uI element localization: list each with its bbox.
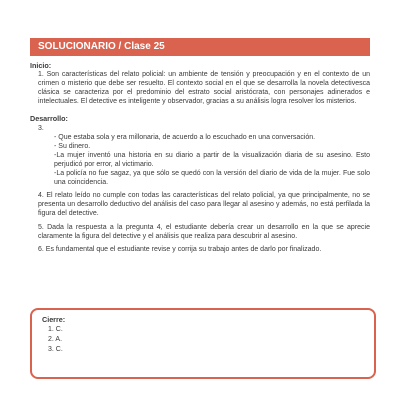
desarrollo-item-6: 6. Es fundamental que el estudiante revise y corrija su trabajo antes de darlo por finalizado. xyxy=(38,245,322,253)
answer-bullet: -La policía no fue sagaz, ya que sólo se quedó con la versión del diario de vida de la mujer. Fue solo una coincidencia. xyxy=(54,170,370,187)
desarrollo-item-3-number: 3. xyxy=(38,124,44,132)
solution-content xyxy=(30,61,370,254)
cierre-answer-2: 2. A. xyxy=(48,336,63,343)
desarrollo-item-4: 4. El relato leído no cumple con todas las características del relato policial, ya que principalmente, no se presenta un desarrollo deductivo del análisis del caso para llegar al asesino y además, no está perfilada la figura del detective. xyxy=(38,192,370,218)
cierre-box xyxy=(30,308,376,379)
inicio-title: Inicio: xyxy=(30,61,52,70)
desarrollo-title: Desarrollo: xyxy=(30,114,68,124)
cierre-title: Cierre: xyxy=(42,315,66,324)
answer-bullet: -La mujer inventó una historia en su diario a partir de la visualización diaria de su asesino. Esto perjudicó por error, al victimario. xyxy=(54,151,370,168)
header-title: SOLUCIONARIO / Clase 25 xyxy=(38,41,165,52)
inicio-item-1: 1. Son características del relato policial: un ambiente de tensión y preocupación y en el contexto de un crimen o misterio que debe ser resuelto. El contexto social en el que se desarrolla la novela detectivesca clásica se caracteriza por el predominio del estrato social aristócrata, con personajes adinerados e intelectuales. El detective es inteligente y observador, gracias a su análisis logra resolver los misterios. xyxy=(38,71,370,106)
page-header xyxy=(30,38,370,56)
answer-bullet: - Su dinero. xyxy=(54,142,91,150)
cierre-answer-1: 1. C. xyxy=(48,326,63,333)
answer-bullet: - Que estaba sola y era millonaria, de acuerdo a lo escuchado en una conversación. xyxy=(54,133,316,141)
cierre-answer-3: 3. C. xyxy=(48,346,63,353)
desarrollo-item-3-answers xyxy=(30,133,370,188)
desarrollo-item-5: 5. Dada la respuesta a la pregunta 4, el estudiante debería crear un desarrollo en la que se aprecie claramente la figura del detective y el análisis que realiza para descubrir al asesino. xyxy=(38,223,370,240)
